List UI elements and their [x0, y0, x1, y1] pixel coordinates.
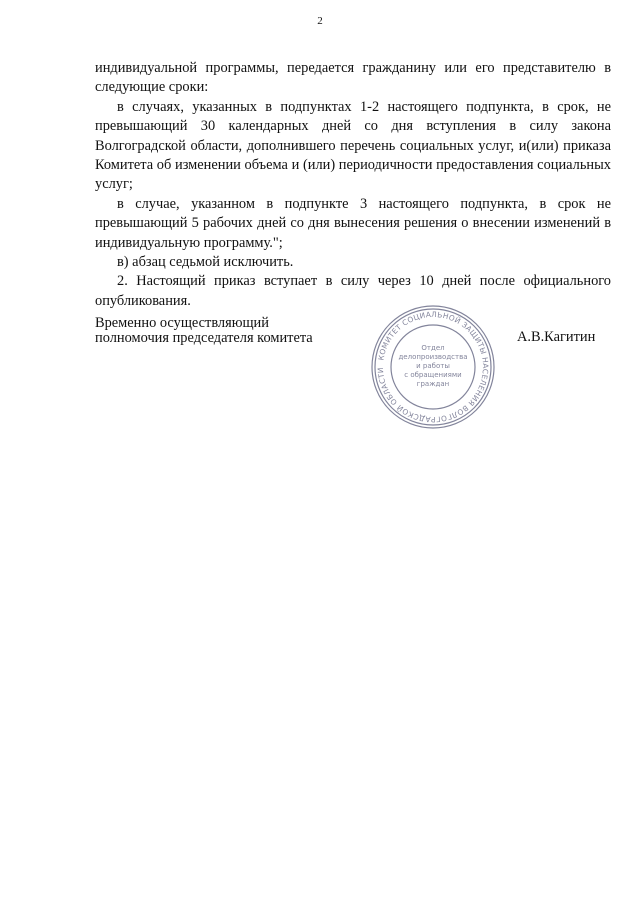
- stamp-seal-icon: [368, 302, 498, 432]
- signature-position-line-2: полномочия председателя комитета: [95, 330, 313, 346]
- signer-name: А.В.Кагитин: [517, 329, 596, 345]
- stamp-inner-line-4: с обращениями: [404, 371, 462, 379]
- stamp-inner-line-1: Отдел: [421, 344, 445, 352]
- page-number: 2: [317, 15, 323, 27]
- official-stamp: [368, 302, 498, 432]
- paragraph-5: 2. Настоящий приказ вступает в силу через 10 дней после официального опубликования.: [95, 273, 611, 309]
- stamp-inner-line-5: граждан: [416, 380, 450, 388]
- paragraph-1: индивидуальной программы, передается гражданину или его представителю в следующие сроки:: [95, 60, 611, 96]
- stamp-inner-line-3: и работы: [416, 362, 450, 370]
- paragraph-3: в случае, указанном в подпункте 3 настоящего подпункта, в срок не превышающий 5 рабочих дней со дня вынесения решения о внесении изменений в индивидуальную программу.";: [95, 195, 611, 251]
- paragraph-2: в случаях, указанных в подпунктах 1-2 настоящего подпункта, в срок, не превышающий 30 календарных дней со дня вступления в силу закона Волгоградской области, дополнившего перечень социальных услуг, и(или) приказа Комитета об изменении объема и (или) периодичности предоставления социальных услуг;: [95, 98, 611, 193]
- body-text: [95, 59, 611, 311]
- stamp-inner-line-2: делопроизводства: [398, 353, 468, 361]
- signature-position-line-1: Временно осуществляющий: [95, 315, 269, 331]
- paragraph-4: в) абзац седьмой исключить.: [117, 254, 294, 271]
- signature-position: [95, 316, 313, 346]
- stamp-outer-text: КОМИТЕТ СОЦИАЛЬНОЙ ЗАЩИТЫ НАСЕЛЕНИЯ ВОЛГОГРАДСКОЙ ОБЛАСТИ: [375, 309, 491, 425]
